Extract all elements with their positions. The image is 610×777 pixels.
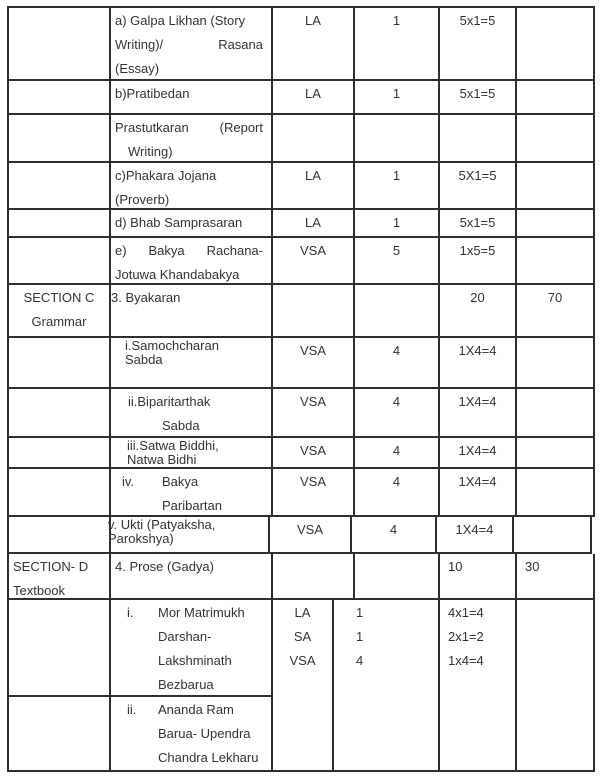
qtype-cell: LA [273, 8, 355, 81]
topic-line: a) Galpa Likhan (Story [115, 13, 246, 28]
topic-cell [111, 338, 273, 389]
topic-word: Mor Matrimukh [158, 605, 245, 620]
list-marker: iv. [122, 474, 135, 489]
count-cell: 4 [352, 517, 437, 554]
total-cell [517, 210, 595, 238]
topic-cell [111, 115, 273, 163]
table-row-satwa-biddhi [9, 438, 595, 469]
topic-line: Barua- Upendra [158, 726, 251, 741]
qtype-cell: VSA [273, 389, 355, 438]
marks-cell: 1X4=4 [440, 389, 517, 438]
topic-line [115, 239, 263, 263]
topic-line: Bezbarua [158, 677, 214, 692]
topic-cell [111, 697, 273, 772]
topic-line: Writing) [128, 144, 173, 159]
topic-line: v. Ukti (Patyaksha, [108, 517, 216, 532]
section-cell [9, 517, 111, 554]
section-cell [9, 469, 111, 517]
topic-line: (Essay) [115, 61, 160, 76]
marks-cell: 20 [440, 285, 517, 338]
topic-line [127, 601, 263, 625]
topic-line: c)Phakara Jojana [115, 168, 217, 183]
qtype-cell: LA [273, 81, 355, 115]
topic-line: b)Pratibedan [115, 86, 190, 101]
topic-line: Paribartan [162, 498, 222, 513]
topic-line: Jotuwa Khandabakya [115, 267, 240, 282]
total-cell: 70 [517, 285, 595, 338]
topic-cell [111, 210, 273, 238]
marks-cell: 5x1=5 [440, 81, 517, 115]
topic-cell [111, 163, 273, 210]
qtype-cell: VSA [273, 438, 355, 469]
qtype-cell: VSA [273, 338, 355, 389]
marks-line: 2x1=2 [448, 629, 484, 644]
table-row-bhab-samprasaran [9, 210, 595, 238]
marks-line: 4x1=4 [448, 605, 484, 620]
topic-word: Ananda Ram [158, 702, 234, 717]
section-cell [9, 389, 111, 438]
count-cell: 4 [355, 389, 440, 438]
topic-line: ii.Biparitarthak [128, 394, 211, 409]
count-cell [355, 285, 440, 338]
count-line: 1 [356, 605, 364, 620]
marks-cell: 1X4=4 [440, 469, 517, 517]
qtype-cell-merged [273, 600, 334, 772]
total-value: 30 [525, 559, 540, 574]
total-cell [517, 438, 595, 469]
table-row-bakya-paribartan [9, 469, 595, 517]
qtype-line: VSA [289, 653, 316, 668]
count-cell: 1 [355, 81, 440, 115]
topic-line: Lakshminath [158, 653, 232, 668]
topic-cell [111, 285, 273, 338]
list-marker: i. [127, 605, 134, 620]
total-cell [517, 469, 595, 517]
topic-line: 4. Prose (Gadya) [115, 559, 214, 574]
total-cell-merged [517, 600, 595, 772]
table-rowgroup-prose-items [9, 600, 595, 772]
marks-cell: 1x5=5 [440, 238, 517, 285]
topic-word: e) [115, 243, 127, 258]
topic-cell [111, 389, 273, 438]
topic-line: iii.Satwa Biddhi, [127, 438, 219, 453]
marks-cell-merged [440, 600, 517, 772]
topic-line [122, 470, 263, 494]
marks-cell: 5X1=5 [440, 163, 517, 210]
section-cell [9, 210, 111, 238]
topic-cell [111, 554, 273, 600]
total-cell [517, 163, 595, 210]
table-row-ukti [9, 517, 595, 554]
section-cell [9, 238, 111, 285]
topic-line: Sabda [162, 418, 200, 433]
table-row-ananda-ram [9, 697, 273, 772]
count-cell [355, 115, 440, 163]
qtype-cell [273, 554, 355, 600]
qtype-cell [273, 285, 355, 338]
qtype-cell: LA [273, 163, 355, 210]
section-cell [9, 554, 111, 600]
topic-word: Bakya [148, 243, 185, 258]
topic-cell [111, 600, 273, 697]
section-cell [9, 81, 111, 115]
topic-word: Writing)/ [115, 37, 164, 52]
total-cell [517, 389, 595, 438]
topic-cell [111, 469, 273, 517]
qtype-line: LA [294, 605, 311, 620]
qtype-cell: LA [273, 210, 355, 238]
topic-line: Darshan- [158, 629, 212, 644]
topic-line: 3. Byakaran [111, 290, 181, 305]
topic-cell [111, 81, 273, 115]
topic-line: i.Samochcharan [125, 338, 219, 353]
topic-cell [108, 517, 270, 554]
total-cell [517, 115, 595, 163]
topic-word: Rasana [218, 37, 263, 52]
topic-line: Natwa Bidhi [127, 452, 197, 467]
marks-cell: 5x1=5 [440, 8, 517, 81]
exam-blueprint-table [7, 6, 595, 772]
topic-cell [111, 438, 273, 469]
qtype-cell: VSA [273, 469, 355, 517]
section-line: SECTION C [23, 290, 95, 305]
section-cell [9, 163, 111, 210]
topic-cell [111, 8, 273, 81]
qtype-cell: VSA [270, 517, 352, 554]
marks-cell: 1X4=4 [440, 338, 517, 389]
topic-line: Sabda [125, 352, 163, 367]
topic-word: Prastutkaran [115, 120, 189, 135]
marks-value: 10 [448, 559, 463, 574]
topic-line: Chandra Lekharu [158, 750, 259, 765]
marks-cell [440, 115, 517, 163]
topic-line: d) Bhab Samprasaran [115, 215, 243, 230]
qtype-line: SA [293, 629, 312, 644]
table-row-samochcharan [9, 338, 595, 389]
total-cell [517, 8, 595, 81]
table-row-mor-matrimukh [9, 600, 273, 697]
total-cell [517, 338, 595, 389]
count-cell: 4 [355, 469, 440, 517]
topic-line [115, 33, 263, 57]
table-row-bakya-rachana [9, 238, 595, 285]
section-cell [9, 697, 111, 772]
count-cell [355, 554, 440, 600]
qtype-cell [273, 115, 355, 163]
topic-word: (Report [219, 120, 263, 135]
topic-word: Bakya [162, 474, 199, 489]
count-line: 1 [356, 629, 364, 644]
count-cell: 5 [355, 238, 440, 285]
total-cell [517, 238, 595, 285]
table-row-galpa-likhan [9, 8, 595, 81]
section-cell [9, 8, 111, 81]
marks-cell: 1X4=4 [437, 517, 514, 554]
count-cell: 1 [355, 163, 440, 210]
count-cell: 1 [355, 8, 440, 81]
table-row-section-d [9, 554, 595, 600]
count-cell: 4 [355, 338, 440, 389]
table-row-phakara-jojana [9, 163, 595, 210]
topic-line [115, 116, 263, 140]
count-cell-merged [334, 600, 440, 772]
topic-cell [111, 238, 273, 285]
total-cell [517, 81, 595, 115]
table-row-pratibedan [9, 81, 595, 115]
topic-word: Rachana- [206, 243, 263, 258]
section-cell [9, 600, 111, 697]
count-cell: 1 [355, 210, 440, 238]
marks-cell: 5x1=5 [440, 210, 517, 238]
table-row-prastutkaran [9, 115, 595, 163]
section-line: Grammar [31, 314, 87, 329]
section-line: SECTION- D [13, 559, 89, 574]
section-cell [9, 438, 111, 469]
section-cell [9, 115, 111, 163]
marks-line: 1x4=4 [448, 653, 484, 668]
section-line: Textbook [13, 583, 66, 598]
table-row-section-c [9, 285, 595, 338]
list-marker: ii. [127, 702, 137, 717]
section-cell [9, 285, 111, 338]
topic-line [127, 698, 263, 722]
topic-line: (Proverb) [115, 192, 170, 207]
prose-topic-stack [9, 600, 273, 772]
qtype-cell: VSA [273, 238, 355, 285]
total-cell [514, 517, 592, 554]
topic-line: Parokshya) [108, 531, 174, 546]
total-cell [517, 554, 595, 600]
marks-cell: 1X4=4 [440, 438, 517, 469]
section-cell [9, 338, 111, 389]
table-row-biparitarthak [9, 389, 595, 438]
count-cell: 4 [355, 438, 440, 469]
count-line: 4 [356, 653, 364, 668]
marks-cell [440, 554, 517, 600]
